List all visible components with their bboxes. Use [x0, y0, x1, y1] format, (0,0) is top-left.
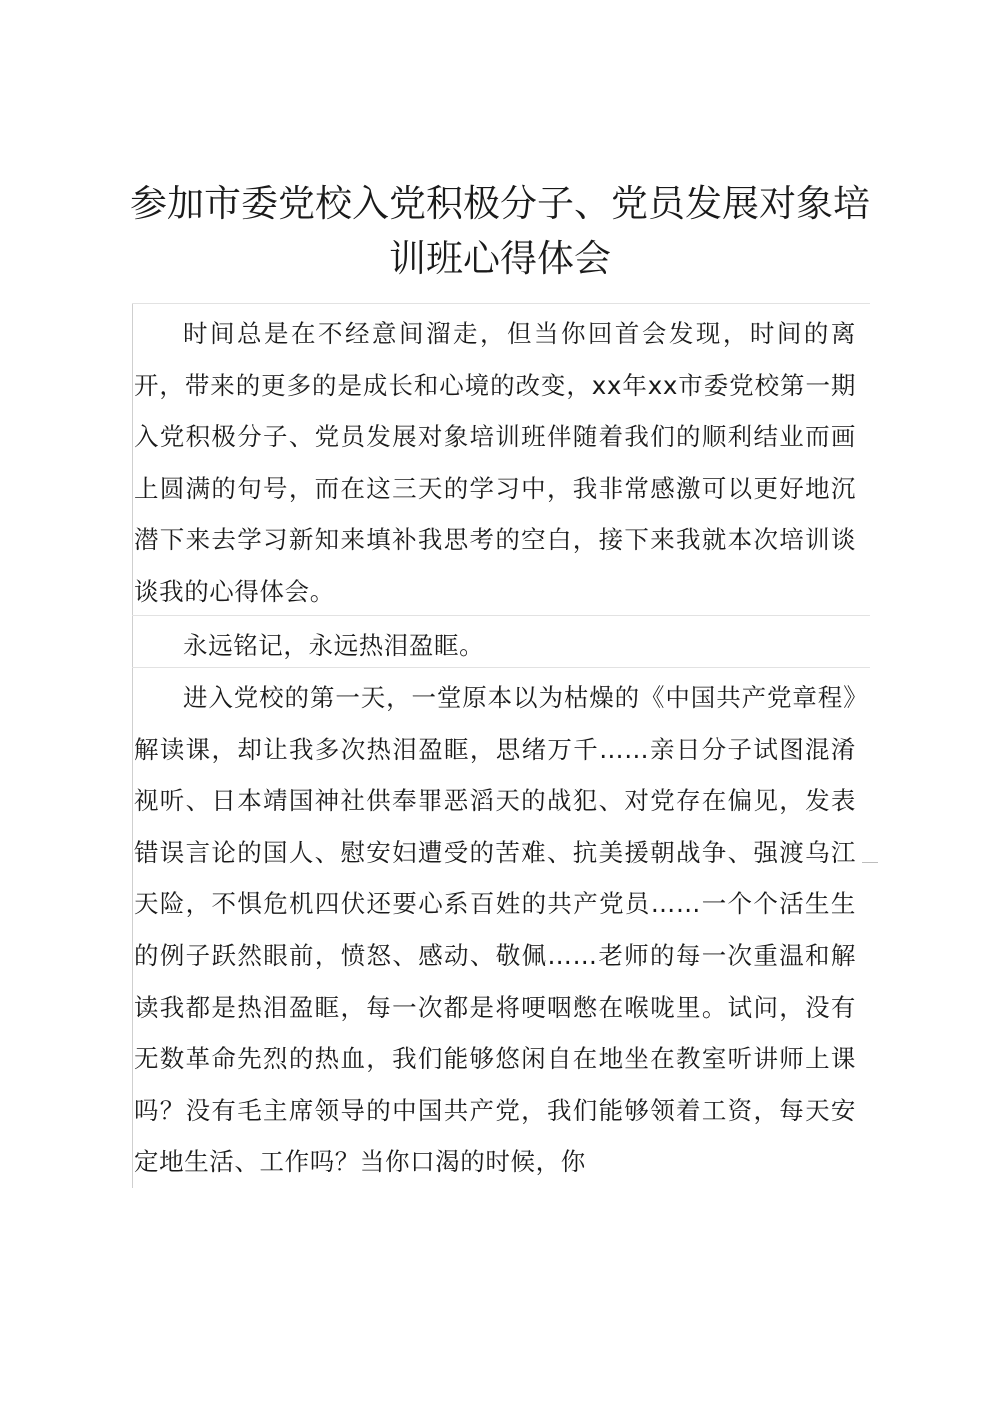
paragraph-divider	[132, 303, 870, 304]
margin-mark	[862, 862, 878, 863]
document-title: 参加市委党校入党积极分子、党员发展对象培训班心得体会	[130, 182, 870, 280]
paragraph-first-day: 进入党校的第一天，一堂原本以为枯燥的《中国共产党章程》解读课，却让我多次热泪盈眶，思绪万千……亲日分子试图混淆视听、日本靖国神社供奉罪恶滔天的战犯、对党存在偏见，发表错误言论的国人、慰安妇遭受的苦难、抗美援朝战争、强渡乌江天险，不惧危机四伏还要心系百姓的共产党员……一个个活生生的例子跃然眼前，愤怒、感动、敬佩……老师的每一次重温和解读我都是热泪盈眶，每一次都是将哽咽憋在喉咙里。试问，没有无数革命先烈的热血，我们能够悠闲自在地坐在教室听讲师上课吗？没有毛主席领导的中国共产党，我们能够领着工资，每天安定地生活、工作吗？当你口渴的时候，你	[134, 683, 856, 1177]
paragraph-heading-remember: 永远铭记，永远热泪盈眶。	[183, 631, 485, 660]
paragraph-intro: 时间总是在不经意间溜走，但当你回首会发现，时间的离开，带来的更多的是成长和心境的改变，xx年xx市委党校第一期入党积极分子、党员发展对象培训班伴随着我们的顺利结业而画上圆满的句号，而在这三天的学习中，我非常感激可以更好地沉潜下来去学习新知来填补我思考的空白，接下来我就本次培训谈谈我的心得体会。	[134, 319, 856, 606]
